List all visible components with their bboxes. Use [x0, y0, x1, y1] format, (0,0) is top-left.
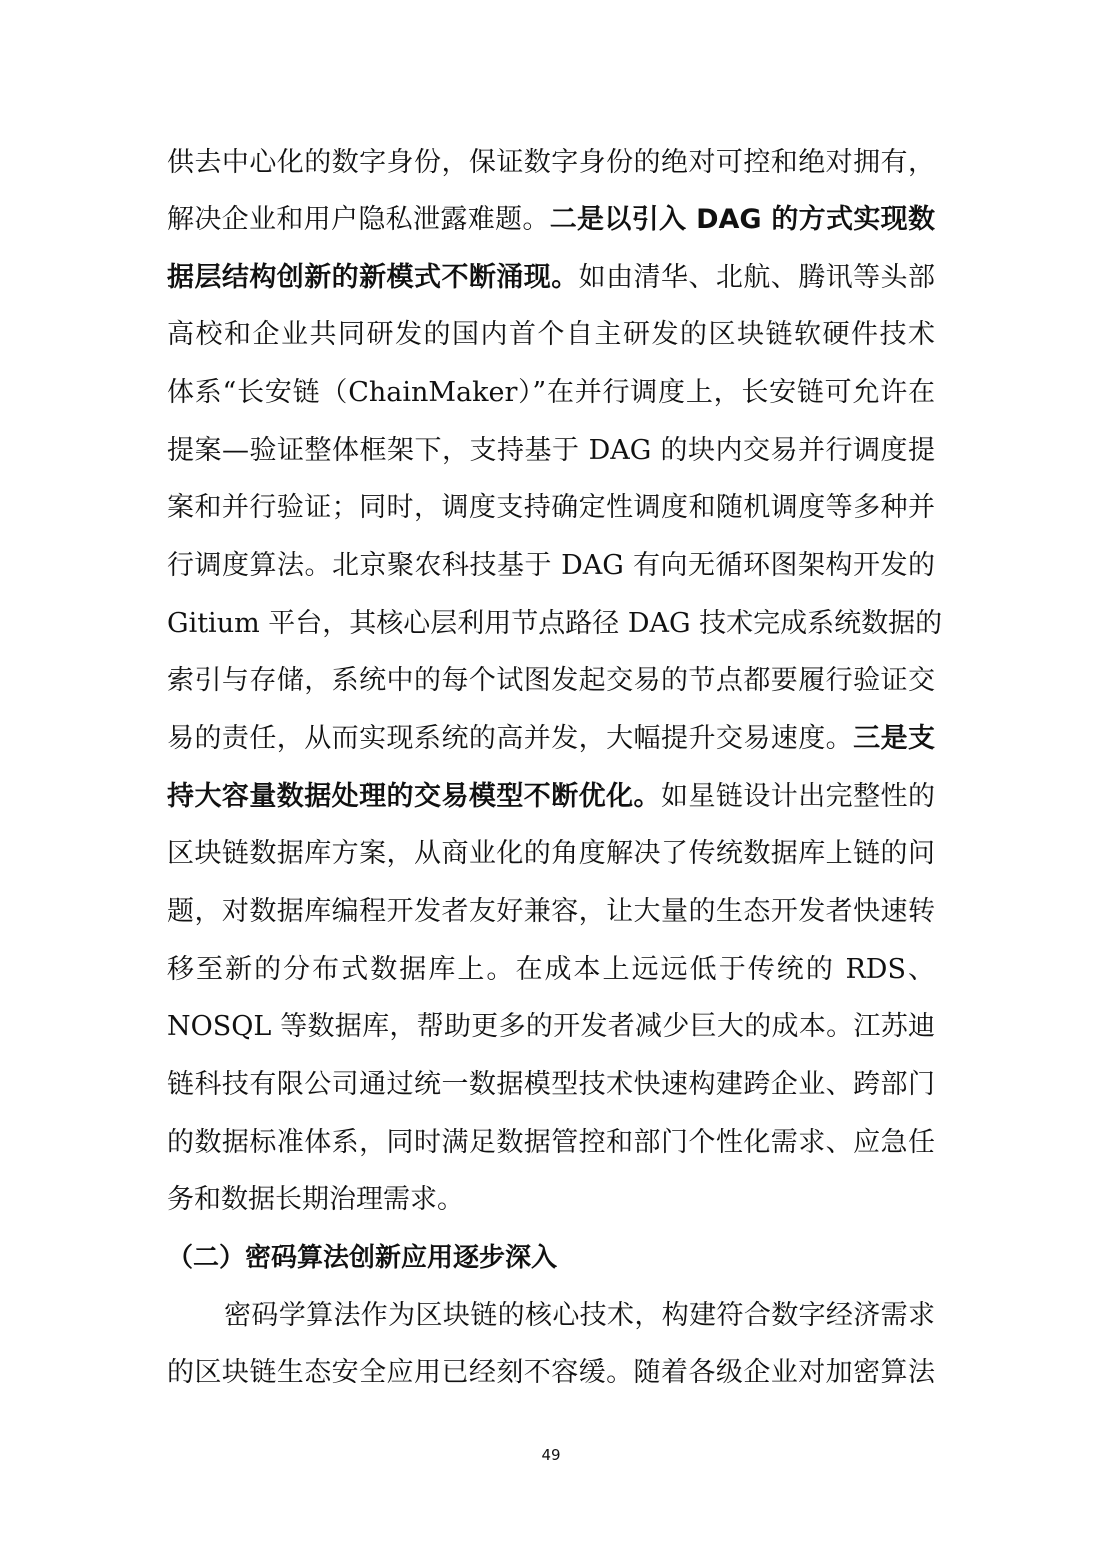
bold-text-run: 三是支: [853, 723, 936, 754]
section-heading: （二）密码算法创新应用逐步深入: [167, 1243, 558, 1273]
body-text-line: 体系“长安链（ChainMaker）”在并行调度上，长安链可允许在: [167, 377, 935, 408]
body-text-line: 务和数据长期治理需求。: [167, 1184, 464, 1215]
body-text-line: 链科技有限公司通过统一数据模型技术快速构建跨企业、跨部门: [167, 1069, 935, 1100]
body-text-line: 案和并行验证；同时，调度支持确定性调度和随机调度等多种并: [167, 492, 935, 523]
body-text-line: [167, 143, 935, 183]
text-run: 如星链设计出完整性的: [661, 781, 935, 812]
bold-text-run: 据层结构创新的新模式不断涌现。: [167, 262, 579, 293]
text-run: 供去中心化的数字身份，保证数字身份的绝对可控和绝对拥有，: [167, 147, 935, 178]
body-text-line: 提案—验证整体框架下，支持基于 DAG 的块内交易并行调度提: [167, 435, 935, 466]
bold-text-run: 持大容量数据处理的交易模型不断优化。: [167, 781, 661, 812]
body-text-line: [167, 777, 935, 817]
body-text-line: 题，对数据库编程开发者友好兼容，让大量的生态开发者快速转: [167, 896, 935, 927]
body-text-line: [167, 200, 935, 240]
body-text-line: 的区块链生态安全应用已经刻不容缓。随着各级企业对加密算法: [167, 1357, 935, 1388]
text-run: 易的责任，从而实现系统的高并发，大幅提升交易速度。: [167, 723, 854, 754]
body-text-line: NOSQL 等数据库，帮助更多的开发者减少巨大的成本。江苏迪: [167, 1011, 935, 1042]
body-text-line: 的数据标准体系，同时满足数据管控和部门个性化需求、应急任: [167, 1127, 935, 1158]
body-text-line: Gitium 平台，其核心层利用节点路径 DAG 技术完成系统数据的: [167, 608, 943, 639]
body-text-line: 高校和企业共同研发的国内首个自主研发的区块链软硬件技术: [167, 319, 935, 350]
body-text-line: 索引与存储，系统中的每个试图发起交易的节点都要履行验证交: [167, 665, 935, 696]
body-text-line: 移至新的分布式数据库上。在成本上远远低于传统的 RDS、: [167, 954, 935, 985]
body-text-line: [167, 719, 935, 759]
body-text-line: 密码学算法作为区块链的核心技术，构建符合数字经济需求: [224, 1300, 935, 1331]
body-text-line: 行调度算法。北京聚农科技基于 DAG 有向无循环图架构开发的: [167, 550, 935, 581]
body-text-line: 区块链数据库方案，从商业化的角度解决了传统数据库上链的问: [167, 838, 935, 869]
text-run: 解决企业和用户隐私泄露难题。: [167, 204, 550, 235]
bold-text-run: 二是以引入 DAG 的方式实现数: [549, 204, 935, 235]
text-run: 如由清华、北航、腾讯等头部: [578, 262, 936, 293]
page-number: 49: [541, 1446, 561, 1464]
body-text-line: [167, 258, 935, 298]
